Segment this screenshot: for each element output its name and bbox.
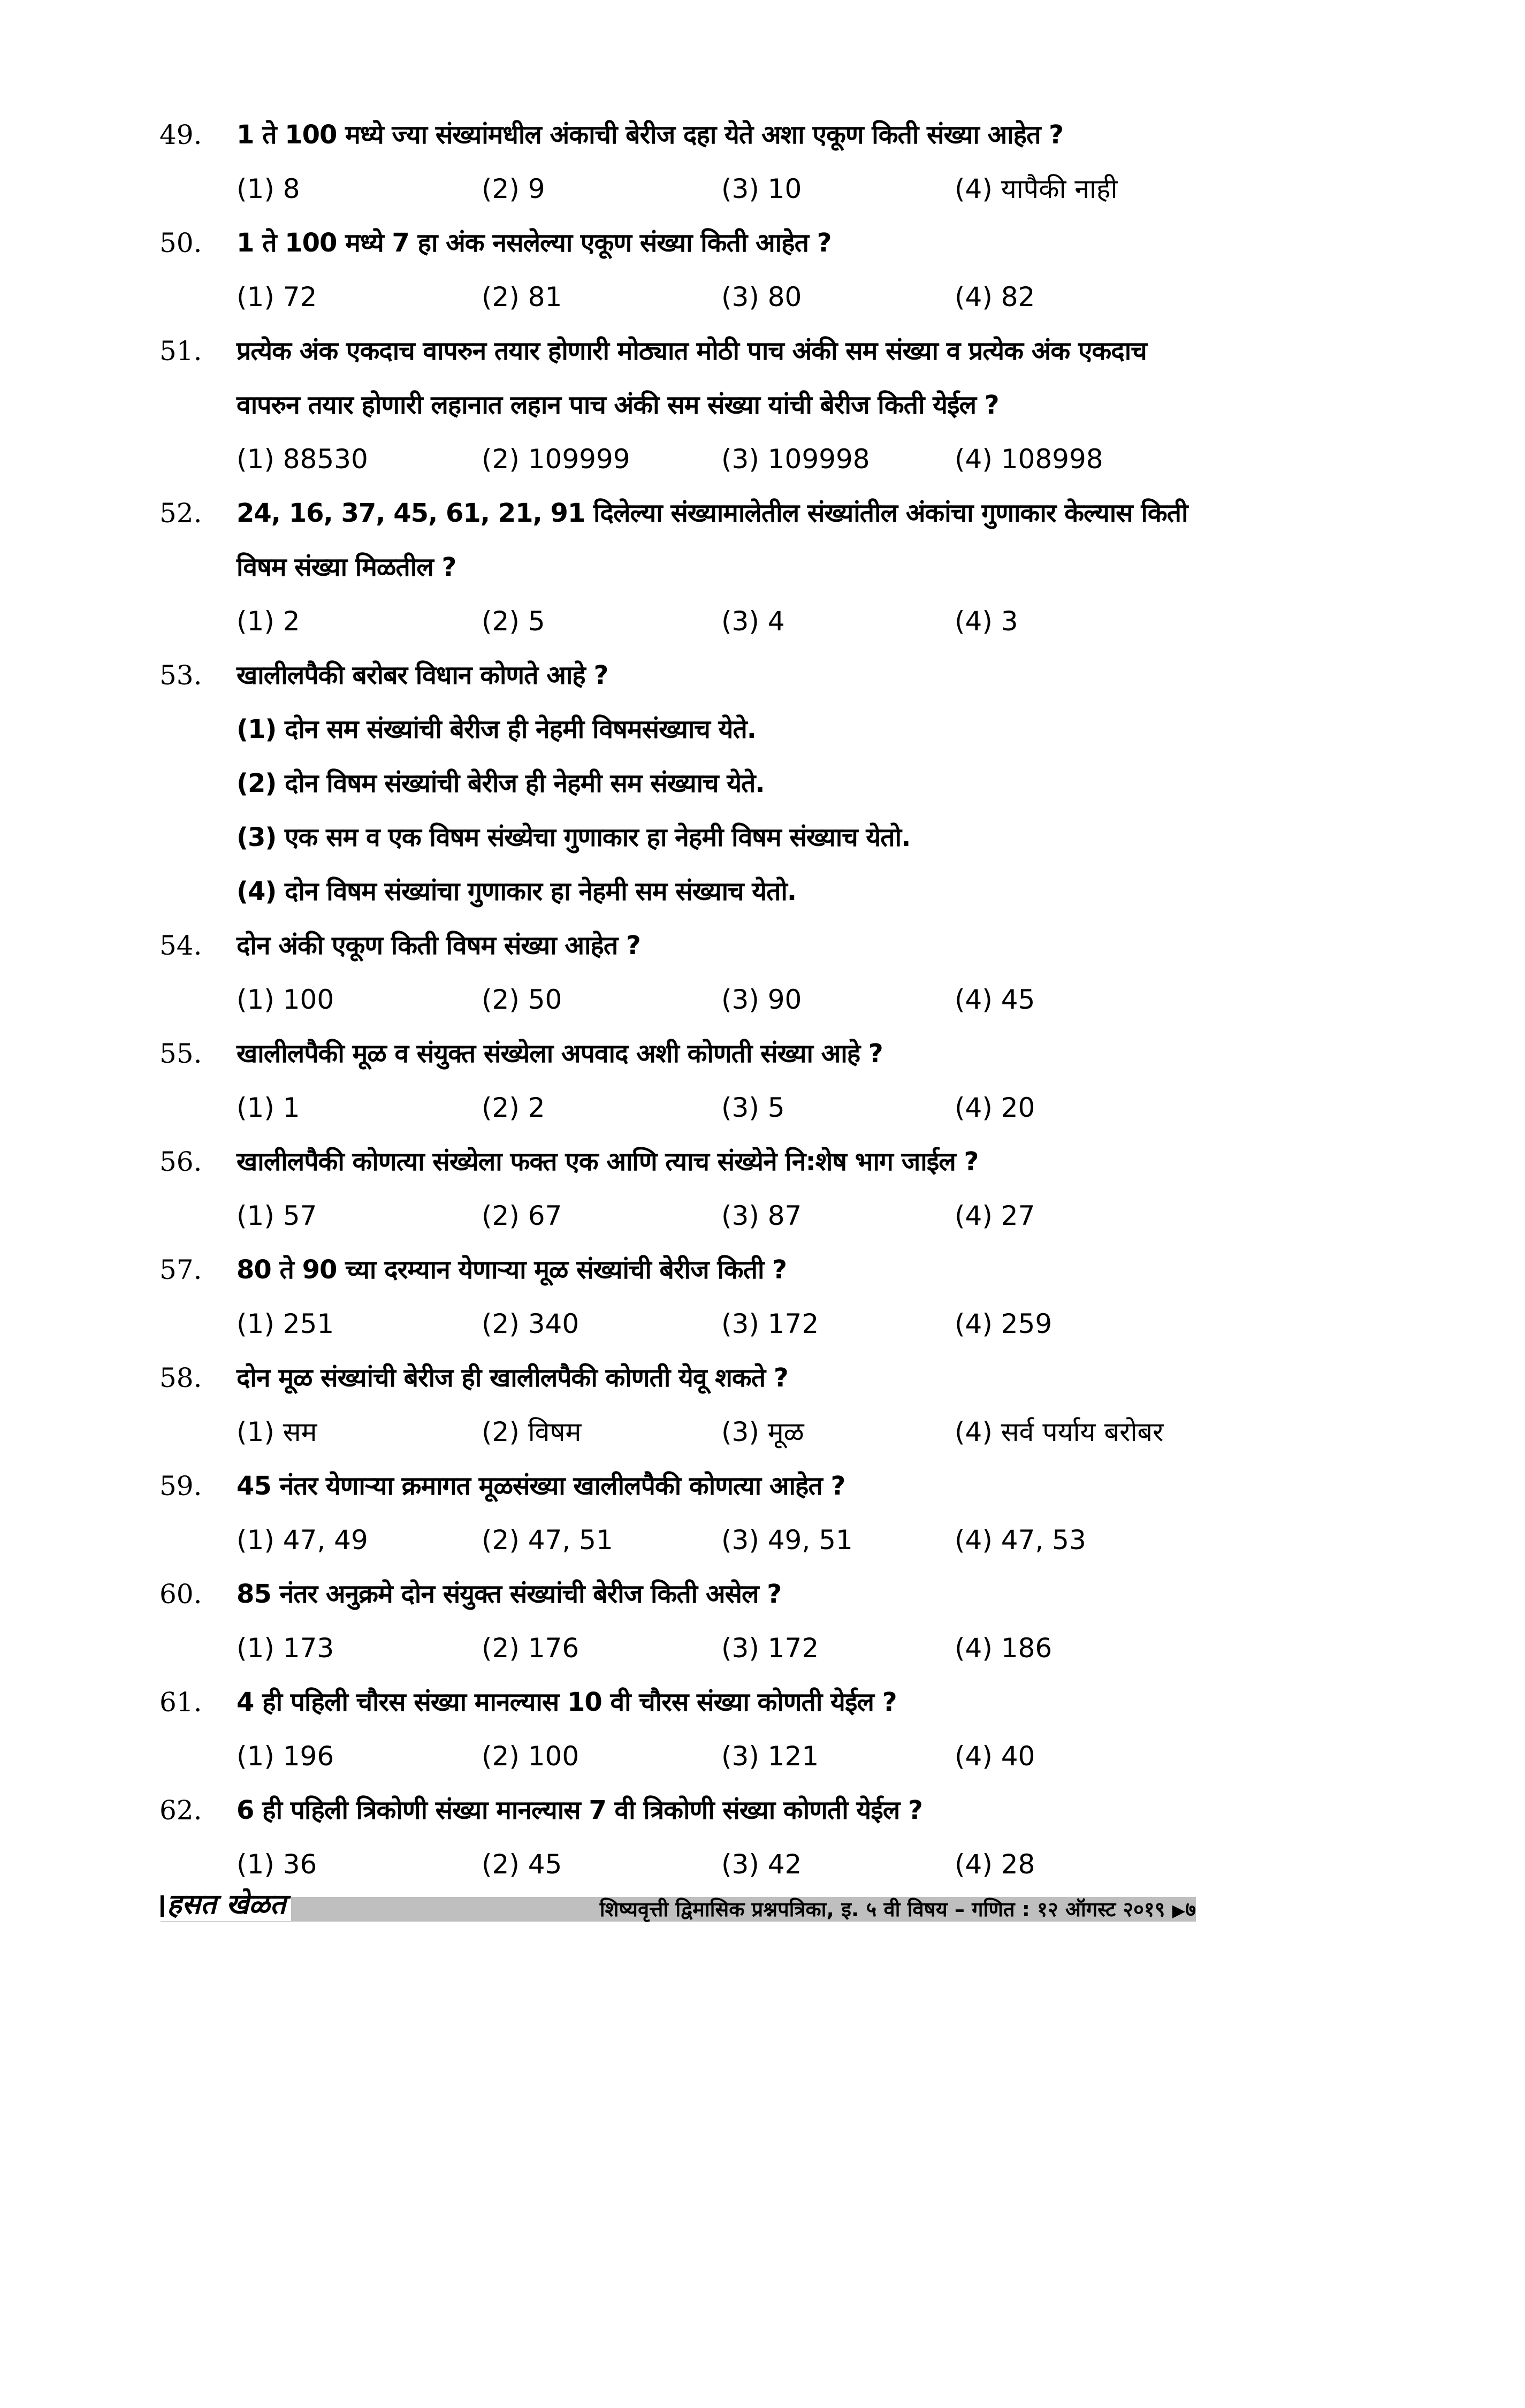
question-number: 60. [159,1579,202,1610]
answer-option-1: (1) 8 [237,173,300,204]
statement-option: (2) दोन विषम संख्यांची बेरीज ही नेहमी सम संख्याच येते. [237,768,765,798]
question-number: 55. [159,1038,202,1069]
answer-option-3: (3) 5 [721,1092,785,1123]
answer-option-2: (2) 176 [482,1633,580,1664]
answer-option-3: (3) 172 [721,1633,819,1664]
answer-option-3: (3) 121 [721,1741,819,1772]
footer-logo: हसत खेळत [161,1888,291,1921]
question-text: खालीलपैकी बरोबर विधान कोणते आहे ? [237,660,608,690]
answer-option-2: (2) विषम [482,1416,582,1447]
question-text: 6 ही पहिली त्रिकोणी संख्या मानल्यास 7 वी त्रिकोणी संख्या कोणती येईल ? [237,1795,922,1825]
answer-option-4: (4) 28 [955,1849,1035,1880]
answer-option-3: (3) 4 [721,606,785,637]
answer-option-3: (3) 172 [721,1308,819,1339]
answer-option-1: (1) 173 [237,1633,334,1664]
answer-option-3: (3) 109998 [721,444,870,475]
question-number: 58. [159,1362,202,1393]
answer-option-1: (1) 2 [237,606,300,637]
answer-option-1: (1) 36 [237,1849,317,1880]
answer-option-2: (2) 67 [482,1200,562,1231]
answer-option-4: (4) 47, 53 [955,1525,1086,1556]
answer-option-1: (1) 57 [237,1200,317,1231]
answer-option-1: (1) 100 [237,984,334,1015]
answer-option-3: (3) मूळ [721,1416,804,1447]
answer-option-1: (1) 1 [237,1092,300,1123]
answer-option-4: (4) 3 [955,606,1018,637]
answer-option-3: (3) 49, 51 [721,1525,853,1556]
answer-option-1: (1) 251 [237,1308,334,1339]
question-text: 24, 16, 37, 45, 61, 21, 91 दिलेल्या संख्यामालेतील संख्यांतील अंकांचा गुणाकार केल्यास किती [237,498,1188,528]
question-text: प्रत्येक अंक एकदाच वापरुन तयार होणारी मोठ्यात मोठी पाच अंकी सम संख्या व प्रत्येक अंक एकदाच [237,336,1147,366]
answer-option-2: (2) 109999 [482,444,630,475]
statement-option: (4) दोन विषम संख्यांचा गुणाकार हा नेहमी सम संख्याच येतो. [237,877,797,906]
question-number: 57. [159,1254,202,1285]
question-number: 54. [159,930,202,961]
answer-option-1: (1) 88530 [237,444,368,475]
question-text: 45 नंतर येणाऱ्या क्रमागत मूळसंख्या खालीलपैकी कोणत्या आहेत ? [237,1471,845,1501]
answer-option-1: (1) 196 [237,1741,334,1772]
question-text: दोन मूळ संख्यांची बेरीज ही खालीलपैकी कोणती येवू शकते ? [237,1363,788,1393]
question-number: 61. [159,1687,202,1718]
statement-option: (3) एक सम व एक विषम संख्येचा गुणाकार हा नेहमी विषम संख्याच येतो. [237,822,911,852]
question-number: 59. [159,1470,202,1502]
answer-option-4: (4) 45 [955,984,1035,1015]
answer-option-4: (4) 20 [955,1092,1035,1123]
answer-option-2: (2) 5 [482,606,545,637]
statement-option: (1) दोन सम संख्यांची बेरीज ही नेहमी विषमसंख्याच येते. [237,714,756,744]
answer-option-3: (3) 80 [721,281,802,313]
answer-option-4: (4) सर्व पर्याय बरोबर [955,1416,1164,1447]
footer-caption: शिष्यवृत्ती द्विमासिक प्रश्नपत्रिका, इ. ५ वी विषय – गणित : १२ ऑगस्ट २०१९ [599,1898,1165,1921]
question-number: 62. [159,1795,202,1826]
question-text: 80 ते 90 च्या दरम्यान येणाऱ्या मूळ संख्यांची बेरीज किती ? [237,1255,787,1285]
question-number: 49. [159,119,202,150]
answer-option-4: (4) 186 [955,1633,1053,1664]
answer-option-4: (4) यापैकी नाही [955,173,1118,204]
question-number: 50. [159,227,202,258]
question-number: 53. [159,660,202,691]
answer-option-4: (4) 40 [955,1741,1035,1772]
footer-text [600,1897,1196,1923]
answer-option-3: (3) 87 [721,1200,802,1231]
question-text: खालीलपैकी मूळ व संयुक्त संख्येला अपवाद अशी कोणती संख्या आहे ? [237,1039,883,1069]
question-number: 52. [159,498,202,529]
answer-option-4: (4) 27 [955,1200,1035,1231]
answer-option-2: (2) 340 [482,1308,580,1339]
question-text: 1 ते 100 मध्ये 7 हा अंक नसलेल्या एकूण संख्या किती आहेत ? [237,228,832,258]
answer-option-3: (3) 42 [721,1849,802,1880]
answer-option-1: (1) 47, 49 [237,1525,368,1556]
question-text: दोन अंकी एकूण किती विषम संख्या आहेत ? [237,931,640,961]
question-text: वापरुन तयार होणारी लहानात लहान पाच अंकी सम संख्या यांची बेरीज किती येईल ? [237,390,999,420]
answer-option-4: (4) 82 [955,281,1035,313]
answer-option-2: (2) 47, 51 [482,1525,613,1556]
answer-option-1: (1) सम [237,1416,317,1447]
answer-option-4: (4) 259 [955,1308,1053,1339]
page-number: ७ [1185,1898,1196,1921]
question-number: 56. [159,1146,202,1177]
answer-option-3: (3) 90 [721,984,802,1015]
answer-option-2: (2) 81 [482,281,562,313]
question-text: खालीलपैकी कोणत्या संख्येला फक्त एक आणि त्याच संख्येने नि:शेष भाग जाईल ? [237,1147,979,1177]
answer-option-1: (1) 72 [237,281,317,313]
answer-option-2: (2) 45 [482,1849,562,1880]
answer-option-3: (3) 10 [721,173,802,204]
answer-option-2: (2) 9 [482,173,545,204]
question-text: 4 ही पहिली चौरस संख्या मानल्यास 10 वी चौरस संख्या कोणती येईल ? [237,1687,897,1717]
answer-option-2: (2) 50 [482,984,562,1015]
answer-option-4: (4) 108998 [955,444,1103,475]
arrow-right-icon: ▶ [1172,1900,1186,1921]
question-text: 1 ते 100 मध्ये ज्या संख्यांमधील अंकाची बेरीज दहा येते अशा एकूण किती संख्या आहेत ? [237,120,1064,150]
question-number: 51. [159,336,202,367]
answer-option-2: (2) 2 [482,1092,545,1123]
question-text: विषम संख्या मिळतील ? [237,552,456,582]
answer-option-2: (2) 100 [482,1741,580,1772]
question-text: 85 नंतर अनुक्रमे दोन संयुक्त संख्यांची बेरीज किती असेल ? [237,1579,782,1609]
